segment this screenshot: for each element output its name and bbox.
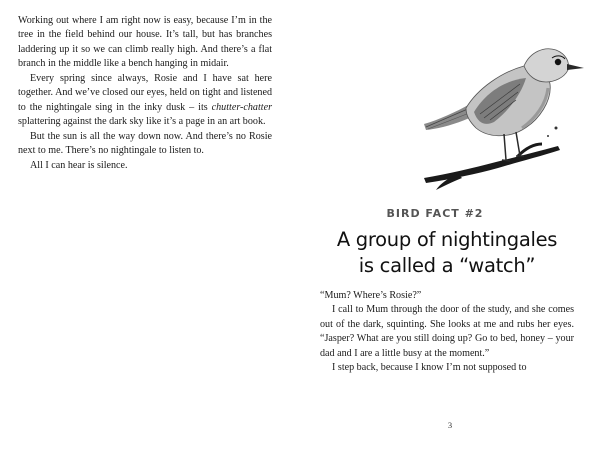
bird-fact-heading: BIRD FACT #2: [386, 207, 484, 220]
paragraph-2-end: splattering against the dark sky like it’s a page in an art book.: [18, 116, 266, 128]
paragraph-5: “Mum? Where’s Rosie?”: [320, 290, 422, 301]
paragraph-4: All I can hear is silence.: [30, 159, 128, 171]
paragraph-2-start: Every spring since always, Rosie and I have sat here together. And we’ve closed our eyes, held on tight and listened to the nightingale sing in the inky dusk – its: [18, 72, 272, 113]
paragraph-2: [18, 72, 272, 130]
bird-fact-line-1: A group of nightingales: [336, 228, 558, 251]
right-page-body: [320, 289, 574, 376]
left-page-body: [18, 14, 272, 173]
bird-fact-text: [320, 227, 574, 279]
paragraph-2-italic: chutter-chatter: [211, 101, 272, 113]
paragraph-3: But the sun is all the way down now. And there’s no Rosie next to me. There’s no nightingale to listen to.: [18, 130, 272, 157]
paragraph-6: I call to Mum through the door of the study, and she comes out of the dark, squinting. She looks at me and rubs her eyes. “Jasper? What are you still doing up? Go to bed, honey – your dad and I are a little busy at the moment.”: [320, 304, 574, 359]
page-number: 3: [447, 420, 453, 430]
right-page: [300, 0, 600, 460]
paragraph-1: Working out where I am right now is easy, because I’m in the tree in the field behind our house. It’s tall, but has branches laddering up it so we can climb really high. And there’s a flat branch in the middle like a bench hanging in midair.: [18, 15, 272, 70]
paragraph-7: I step back, because I know I’m not supposed to: [332, 362, 527, 374]
nightingale-bird-icon: [418, 28, 586, 196]
bird-fact-line-2: is called a “watch”: [358, 254, 536, 277]
